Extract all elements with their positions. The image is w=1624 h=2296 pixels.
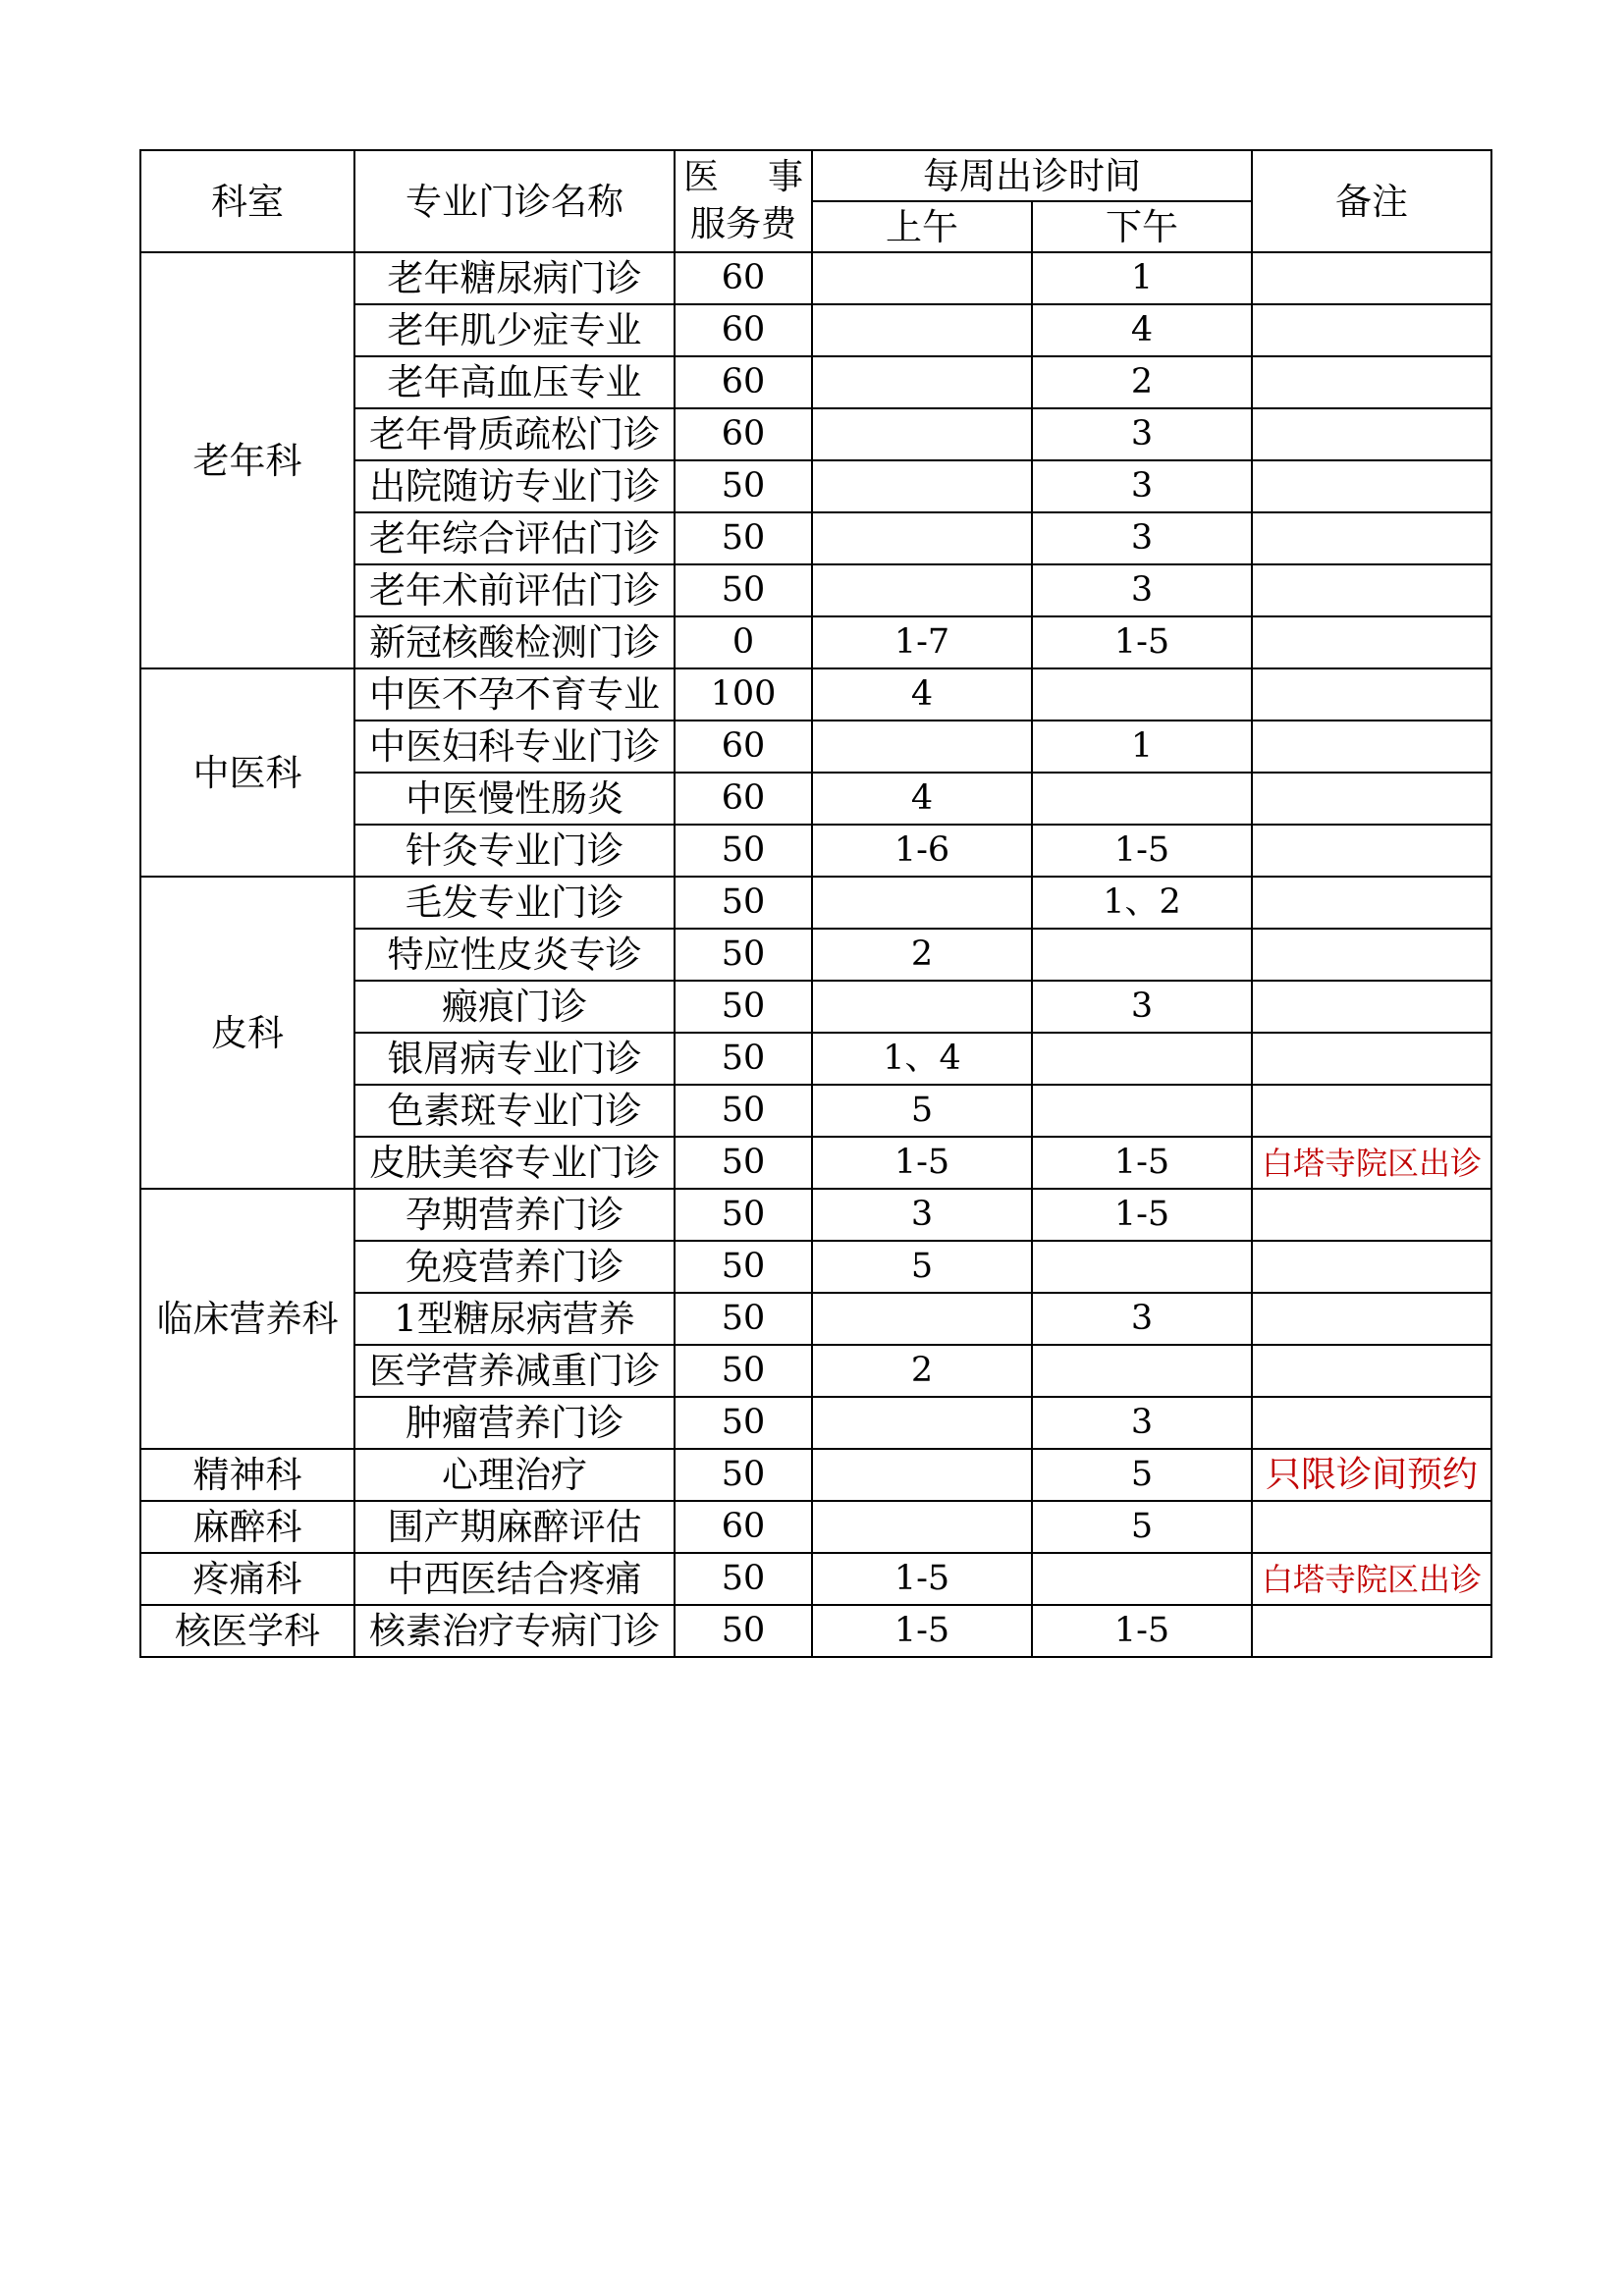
header-pm: 下午	[1032, 201, 1252, 252]
note-cell	[1252, 1293, 1491, 1345]
note-cell	[1252, 1241, 1491, 1293]
clinic-name-cell: 老年术前评估门诊	[354, 564, 675, 616]
am-cell: 5	[812, 1241, 1032, 1293]
clinic-name-cell: 针灸专业门诊	[354, 825, 675, 877]
pm-cell	[1032, 929, 1252, 981]
note-cell	[1252, 1345, 1491, 1397]
fee-cell: 60	[675, 304, 812, 356]
clinic-name-cell: 皮肤美容专业门诊	[354, 1137, 675, 1189]
note-cell	[1252, 668, 1491, 721]
fee-cell: 50	[675, 929, 812, 981]
dept-cell: 皮科	[140, 877, 354, 1189]
pm-cell: 1-5	[1032, 1137, 1252, 1189]
am-cell	[812, 721, 1032, 773]
clinic-name-cell: 特应性皮炎专诊	[354, 929, 675, 981]
am-cell	[812, 356, 1032, 408]
clinic-name-cell: 毛发专业门诊	[354, 877, 675, 929]
pm-cell: 1、2	[1032, 877, 1252, 929]
fee-cell: 50	[675, 512, 812, 564]
am-cell	[812, 1293, 1032, 1345]
dept-cell: 核医学科	[140, 1605, 354, 1657]
fee-cell: 50	[675, 1345, 812, 1397]
clinic-name-cell: 心理治疗	[354, 1449, 675, 1501]
note-cell	[1252, 1397, 1491, 1449]
table-row	[140, 668, 1491, 721]
pm-cell: 3	[1032, 564, 1252, 616]
clinic-name-cell: 免疫营养门诊	[354, 1241, 675, 1293]
fee-cell: 50	[675, 1605, 812, 1657]
am-cell	[812, 981, 1032, 1033]
clinic-name-cell: 中医妇科专业门诊	[354, 721, 675, 773]
fee-cell: 60	[675, 721, 812, 773]
note-cell	[1252, 721, 1491, 773]
fee-cell: 50	[675, 1553, 812, 1605]
pm-cell: 5	[1032, 1501, 1252, 1553]
pm-cell: 4	[1032, 304, 1252, 356]
header-row-top	[140, 150, 1491, 201]
fee-cell: 60	[675, 773, 812, 825]
pm-cell: 3	[1032, 981, 1252, 1033]
note-cell: 白塔寺院区出诊	[1252, 1137, 1491, 1189]
clinic-name-cell: 老年骨质疏松门诊	[354, 408, 675, 460]
fee-cell: 60	[675, 408, 812, 460]
am-cell: 2	[812, 1345, 1032, 1397]
pm-cell: 3	[1032, 512, 1252, 564]
pm-cell: 1	[1032, 252, 1252, 304]
am-cell: 1-5	[812, 1605, 1032, 1657]
note-cell	[1252, 564, 1491, 616]
fee-cell: 60	[675, 1501, 812, 1553]
pm-cell	[1032, 1033, 1252, 1085]
clinic-schedule-table	[139, 149, 1492, 1658]
clinic-name-cell: 1型糖尿病营养	[354, 1293, 675, 1345]
fee-cell: 50	[675, 1397, 812, 1449]
note-cell	[1252, 773, 1491, 825]
pm-cell: 5	[1032, 1449, 1252, 1501]
clinic-name-cell: 银屑病专业门诊	[354, 1033, 675, 1085]
pm-cell	[1032, 1345, 1252, 1397]
pm-cell: 3	[1032, 1293, 1252, 1345]
pm-cell: 1-5	[1032, 825, 1252, 877]
am-cell	[812, 877, 1032, 929]
fee-cell: 50	[675, 1085, 812, 1137]
clinic-name-cell: 围产期麻醉评估	[354, 1501, 675, 1553]
note-cell: 只限诊间预约	[1252, 1449, 1491, 1501]
note-cell	[1252, 1189, 1491, 1241]
table-row	[140, 1605, 1491, 1657]
clinic-name-cell: 瘢痕门诊	[354, 981, 675, 1033]
am-cell	[812, 408, 1032, 460]
am-cell: 1-5	[812, 1553, 1032, 1605]
note-cell: 白塔寺院区出诊	[1252, 1553, 1491, 1605]
fee-cell: 50	[675, 1241, 812, 1293]
am-cell	[812, 512, 1032, 564]
fee-cell: 0	[675, 616, 812, 668]
fee-cell: 50	[675, 564, 812, 616]
am-cell: 1、4	[812, 1033, 1032, 1085]
dept-cell: 麻醉科	[140, 1501, 354, 1553]
note-cell	[1252, 1501, 1491, 1553]
fee-cell: 100	[675, 668, 812, 721]
header-fee	[675, 150, 812, 252]
clinic-name-cell: 中西医结合疼痛	[354, 1553, 675, 1605]
am-cell	[812, 460, 1032, 512]
note-cell	[1252, 356, 1491, 408]
am-cell	[812, 564, 1032, 616]
fee-cell: 50	[675, 1293, 812, 1345]
pm-cell: 2	[1032, 356, 1252, 408]
fee-cell: 50	[675, 460, 812, 512]
note-cell	[1252, 825, 1491, 877]
dept-cell: 老年科	[140, 252, 354, 668]
note-cell	[1252, 460, 1491, 512]
note-cell	[1252, 1085, 1491, 1137]
am-cell: 1-7	[812, 616, 1032, 668]
pm-cell: 3	[1032, 1397, 1252, 1449]
fee-cell: 50	[675, 825, 812, 877]
fee-cell: 50	[675, 1033, 812, 1085]
pm-cell: 1	[1032, 721, 1252, 773]
pm-cell	[1032, 1553, 1252, 1605]
clinic-name-cell: 中医不孕不育专业	[354, 668, 675, 721]
clinic-name-cell: 老年糖尿病门诊	[354, 252, 675, 304]
pm-cell: 3	[1032, 408, 1252, 460]
am-cell	[812, 1449, 1032, 1501]
table-row	[140, 1501, 1491, 1553]
pm-cell	[1032, 773, 1252, 825]
clinic-name-cell: 中医慢性肠炎	[354, 773, 675, 825]
clinic-name-cell: 老年高血压专业	[354, 356, 675, 408]
fee-cell: 50	[675, 1189, 812, 1241]
pm-cell: 3	[1032, 460, 1252, 512]
dept-cell: 疼痛科	[140, 1553, 354, 1605]
table-row	[140, 877, 1491, 929]
clinic-name-cell: 新冠核酸检测门诊	[354, 616, 675, 668]
header-fee-line-2: 服务费	[689, 204, 796, 244]
am-cell: 1-5	[812, 1137, 1032, 1189]
clinic-name-cell: 医学营养减重门诊	[354, 1345, 675, 1397]
pm-cell	[1032, 1085, 1252, 1137]
note-cell	[1252, 1605, 1491, 1657]
dept-cell: 临床营养科	[140, 1189, 354, 1449]
am-cell: 4	[812, 773, 1032, 825]
am-cell: 2	[812, 929, 1032, 981]
pm-cell: 1-5	[1032, 1189, 1252, 1241]
pm-cell	[1032, 1241, 1252, 1293]
clinic-name-cell: 肿瘤营养门诊	[354, 1397, 675, 1449]
header-fee-char-2: 事	[767, 157, 803, 197]
note-cell	[1252, 408, 1491, 460]
table-row	[140, 1553, 1491, 1605]
note-cell	[1252, 877, 1491, 929]
clinic-name-cell: 出院随访专业门诊	[354, 460, 675, 512]
table-row	[140, 1189, 1491, 1241]
note-cell	[1252, 616, 1491, 668]
fee-cell: 60	[675, 252, 812, 304]
pm-cell	[1032, 668, 1252, 721]
table-body	[140, 150, 1491, 1657]
header-dept: 科室	[140, 150, 354, 252]
fee-cell: 50	[675, 1137, 812, 1189]
fee-cell: 50	[675, 981, 812, 1033]
am-cell: 3	[812, 1189, 1032, 1241]
dept-cell: 精神科	[140, 1449, 354, 1501]
clinic-name-cell: 核素治疗专病门诊	[354, 1605, 675, 1657]
dept-cell: 中医科	[140, 668, 354, 877]
note-cell	[1252, 981, 1491, 1033]
am-cell: 4	[812, 668, 1032, 721]
clinic-name-cell: 老年肌少症专业	[354, 304, 675, 356]
clinic-name-cell: 老年综合评估门诊	[354, 512, 675, 564]
fee-cell: 50	[675, 1449, 812, 1501]
am-cell	[812, 252, 1032, 304]
am-cell	[812, 304, 1032, 356]
pm-cell: 1-5	[1032, 1605, 1252, 1657]
clinic-name-cell: 孕期营养门诊	[354, 1189, 675, 1241]
note-cell	[1252, 252, 1491, 304]
pm-cell: 1-5	[1032, 616, 1252, 668]
am-cell: 1-6	[812, 825, 1032, 877]
header-weekly-time: 每周出诊时间	[812, 150, 1252, 201]
note-cell	[1252, 929, 1491, 981]
header-am: 上午	[812, 201, 1032, 252]
am-cell	[812, 1397, 1032, 1449]
clinic-name-cell: 色素斑专业门诊	[354, 1085, 675, 1137]
fee-cell: 60	[675, 356, 812, 408]
am-cell	[812, 1501, 1032, 1553]
note-cell	[1252, 304, 1491, 356]
header-clinic-name: 专业门诊名称	[354, 150, 675, 252]
header-note: 备注	[1252, 150, 1491, 252]
fee-cell: 50	[675, 877, 812, 929]
note-cell	[1252, 1033, 1491, 1085]
note-cell	[1252, 512, 1491, 564]
table-row	[140, 1449, 1491, 1501]
table-row	[140, 252, 1491, 304]
header-fee-char-1: 医	[683, 157, 720, 197]
am-cell: 5	[812, 1085, 1032, 1137]
